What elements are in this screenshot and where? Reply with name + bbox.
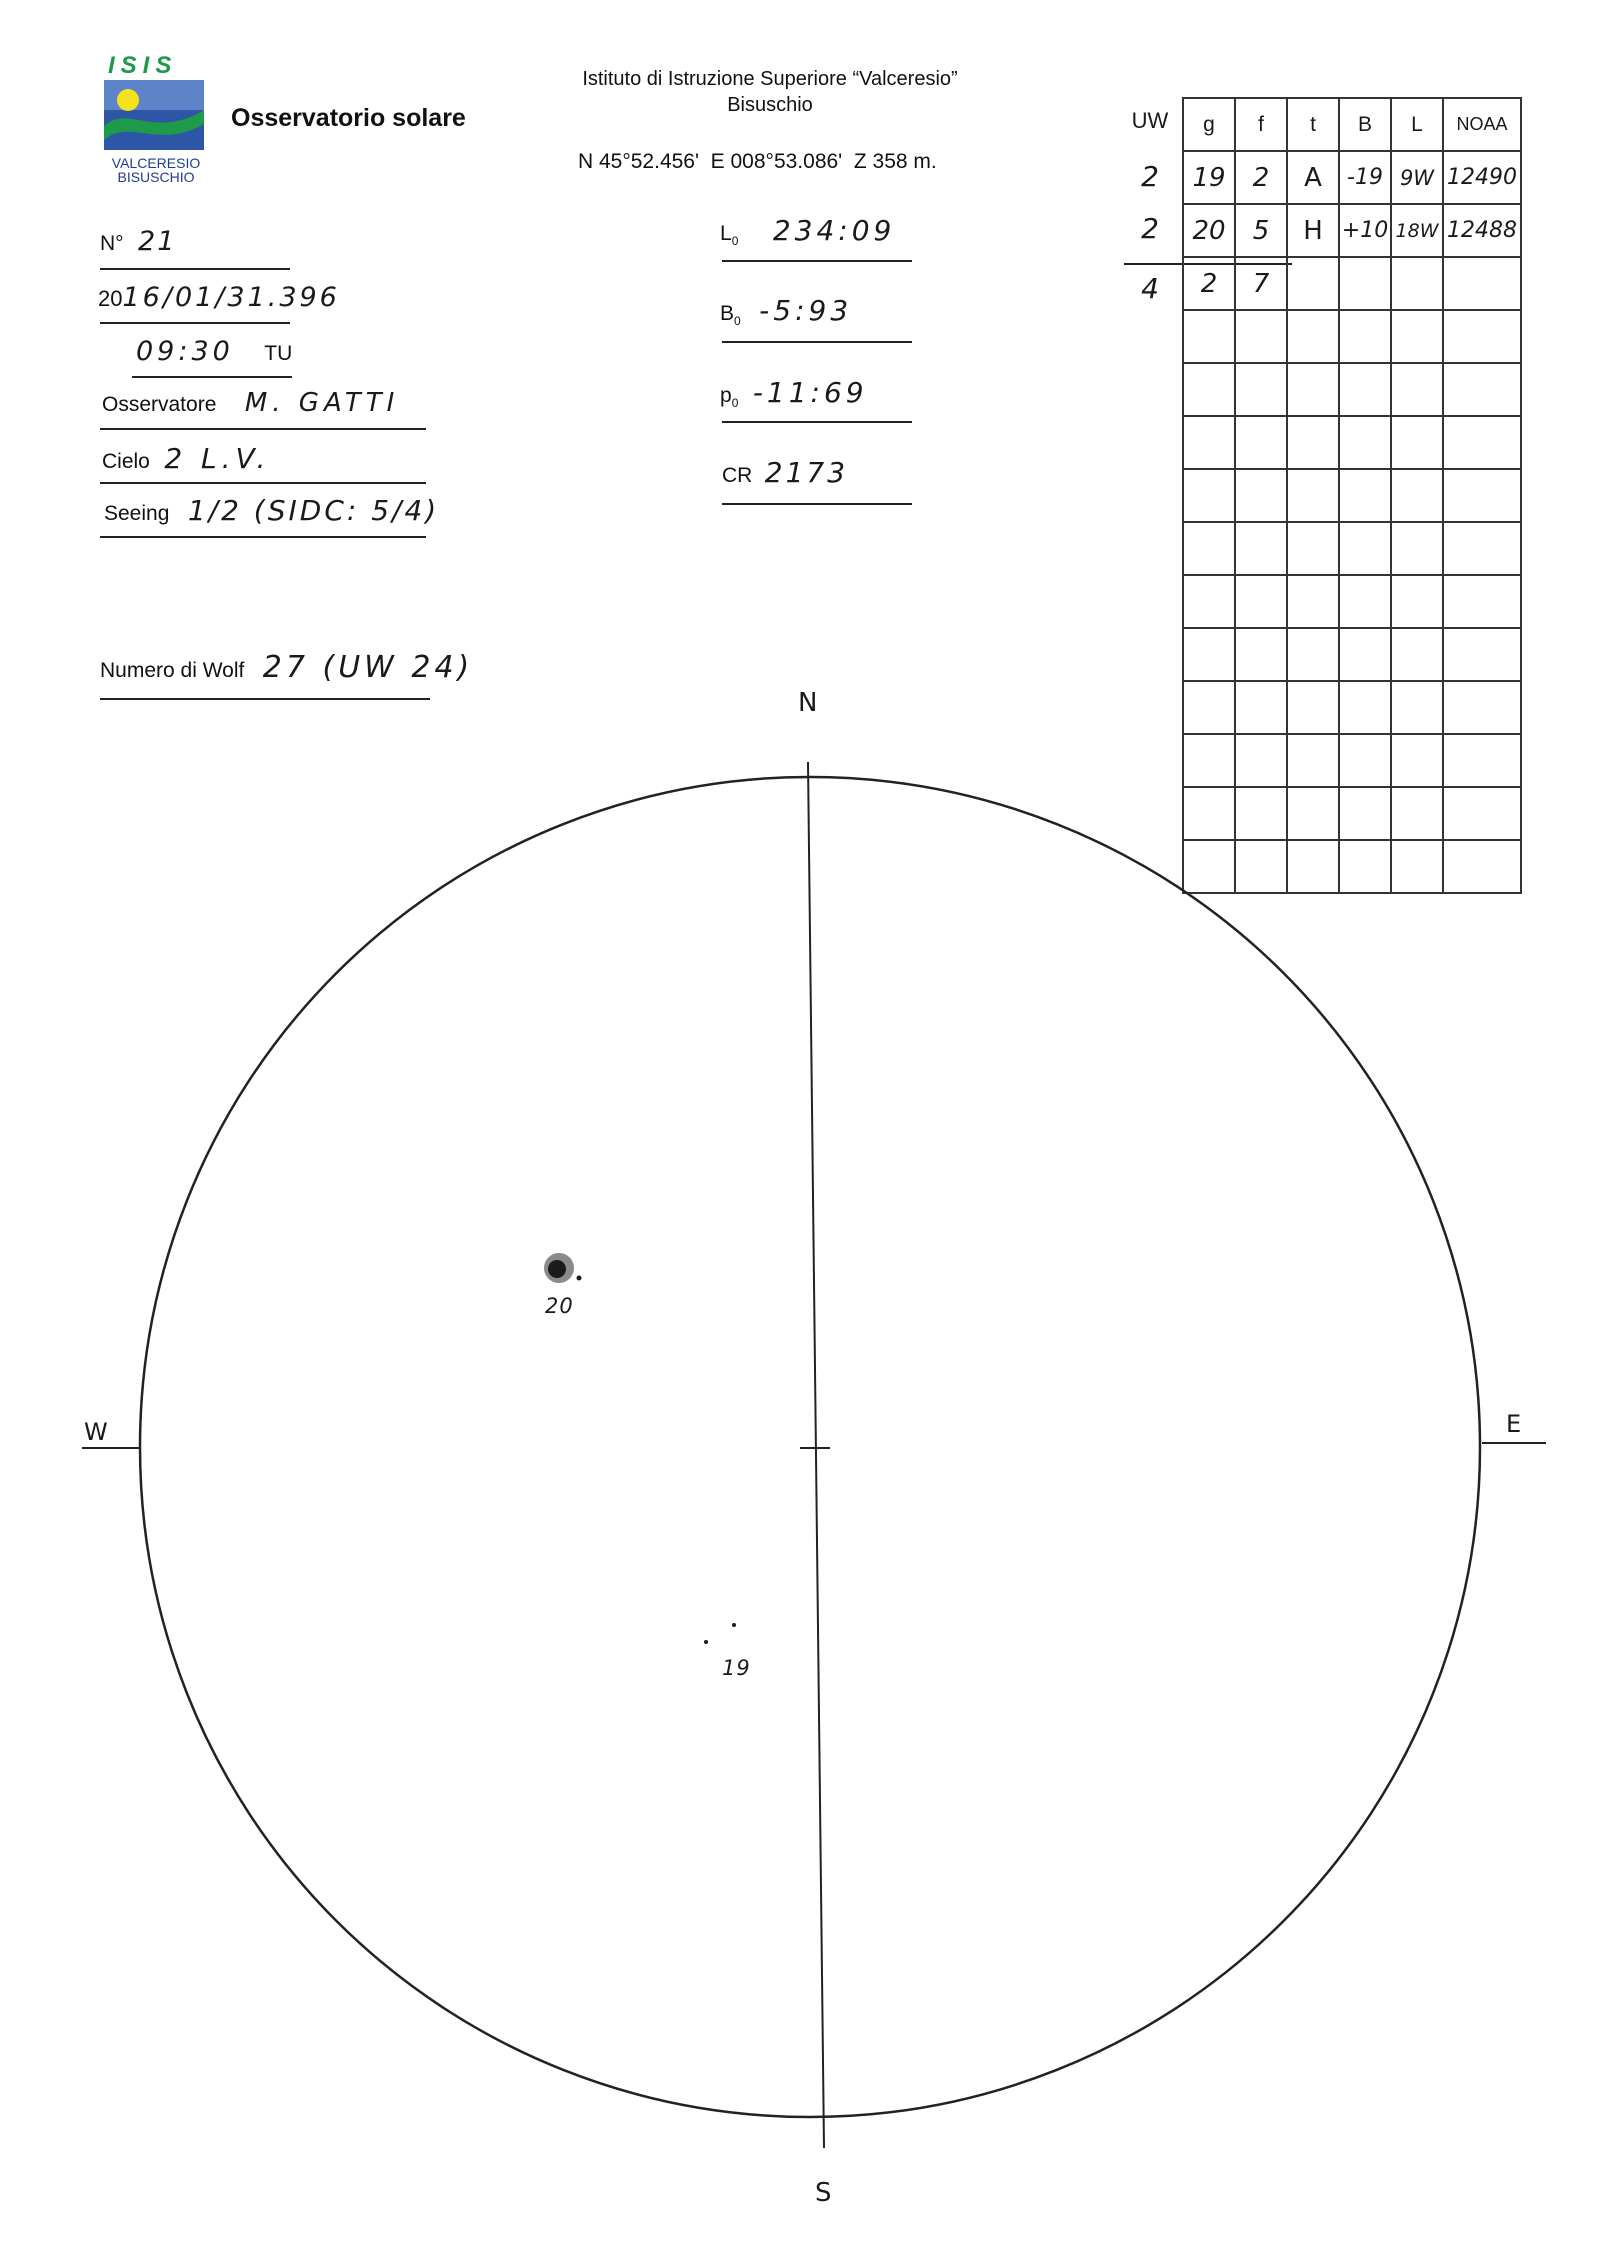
sky-value: 2 L.V.: [164, 442, 271, 475]
cell-f: 2: [1235, 151, 1287, 204]
cell-l: 18W: [1391, 204, 1443, 257]
label-north: N: [798, 688, 818, 718]
institute-name: Istituto di Istruzione Superiore “Valceresio”: [582, 68, 958, 90]
sunspot-group-19-pore: [704, 1640, 708, 1644]
sunspot-group-19-pore: [732, 1623, 736, 1627]
uw-row-2: 2: [1141, 212, 1159, 245]
logo-wordmark: ISIS: [108, 52, 178, 79]
cell-f: 5: [1235, 204, 1287, 257]
p0-value: -11:69: [752, 376, 868, 409]
uw-row-1: 2: [1141, 160, 1159, 193]
date-value: 16/01/31.396: [122, 282, 340, 313]
cell-g: 2: [1183, 257, 1235, 310]
cell-t: A: [1287, 151, 1339, 204]
sky-label: Cielo: [102, 450, 150, 473]
cell-t: H: [1287, 204, 1339, 257]
cell-noaa: 12488: [1443, 204, 1521, 257]
logo-line2: BISUSCHIO: [117, 169, 195, 185]
record-number-value: 21: [138, 226, 177, 257]
ns-axis: [808, 762, 824, 2148]
cr-value: 2173: [764, 456, 849, 489]
b0-label: $B_0$: [720, 302, 741, 329]
observer-label: Osservatore: [102, 393, 217, 416]
logo-line1: VALCERESIO: [111, 155, 201, 171]
wolf-label: Numero di Wolf: [100, 659, 245, 682]
col-header-g: g: [1183, 98, 1235, 151]
date-prefix: 20: [98, 286, 123, 311]
cell-noaa: 12490: [1443, 151, 1521, 204]
cell-g: 20: [1183, 204, 1235, 257]
cell-g: 19: [1183, 151, 1235, 204]
seeing-value: 1/2 (SIDC: 5/4): [187, 494, 440, 527]
observer-value: M. GATTI: [244, 388, 400, 418]
col-header-noaa: NOAA: [1443, 98, 1521, 151]
sunspot-label-20: 20: [545, 1294, 574, 1318]
page-title: Osservatorio solare: [231, 104, 466, 132]
cell-b: -19: [1339, 151, 1391, 204]
cell-l: 9W: [1391, 151, 1443, 204]
wolf-value: 27 (UW 24): [262, 650, 474, 685]
cell-b: +10: [1339, 204, 1391, 257]
time-value: 09:30: [136, 336, 234, 367]
time-unit: TU: [264, 342, 293, 365]
uw-header: UW: [1131, 108, 1169, 133]
sunspot-group-20-umbra: [548, 1260, 566, 1278]
p0-label: $p_0$: [720, 384, 739, 411]
col-header-l: L: [1391, 98, 1443, 151]
uw-row-3: 4: [1141, 272, 1159, 305]
sunspot-label-19: 19: [722, 1656, 751, 1680]
cr-label: CR: [722, 464, 753, 487]
label-east: E: [1506, 1410, 1522, 1438]
cell-f: 7: [1235, 257, 1287, 310]
record-number-label: N°: [100, 232, 124, 255]
col-header-t: t: [1287, 98, 1339, 151]
l0-value: 234:09: [772, 214, 896, 247]
col-header-f: f: [1235, 98, 1287, 151]
label-west: W: [84, 1418, 108, 1446]
seeing-label: Seeing: [104, 502, 170, 525]
label-south: S: [815, 2178, 832, 2208]
institute-town: Bisuschio: [727, 94, 813, 116]
sunspot-group-20-pore: [577, 1276, 582, 1281]
l0-label: $L_0$: [720, 222, 739, 249]
b0-value: -5:93: [759, 294, 853, 327]
col-header-b: B: [1339, 98, 1391, 151]
observatory-coordinates: N 45°52.456' E 008°53.086' Z 358 m.: [578, 150, 937, 173]
